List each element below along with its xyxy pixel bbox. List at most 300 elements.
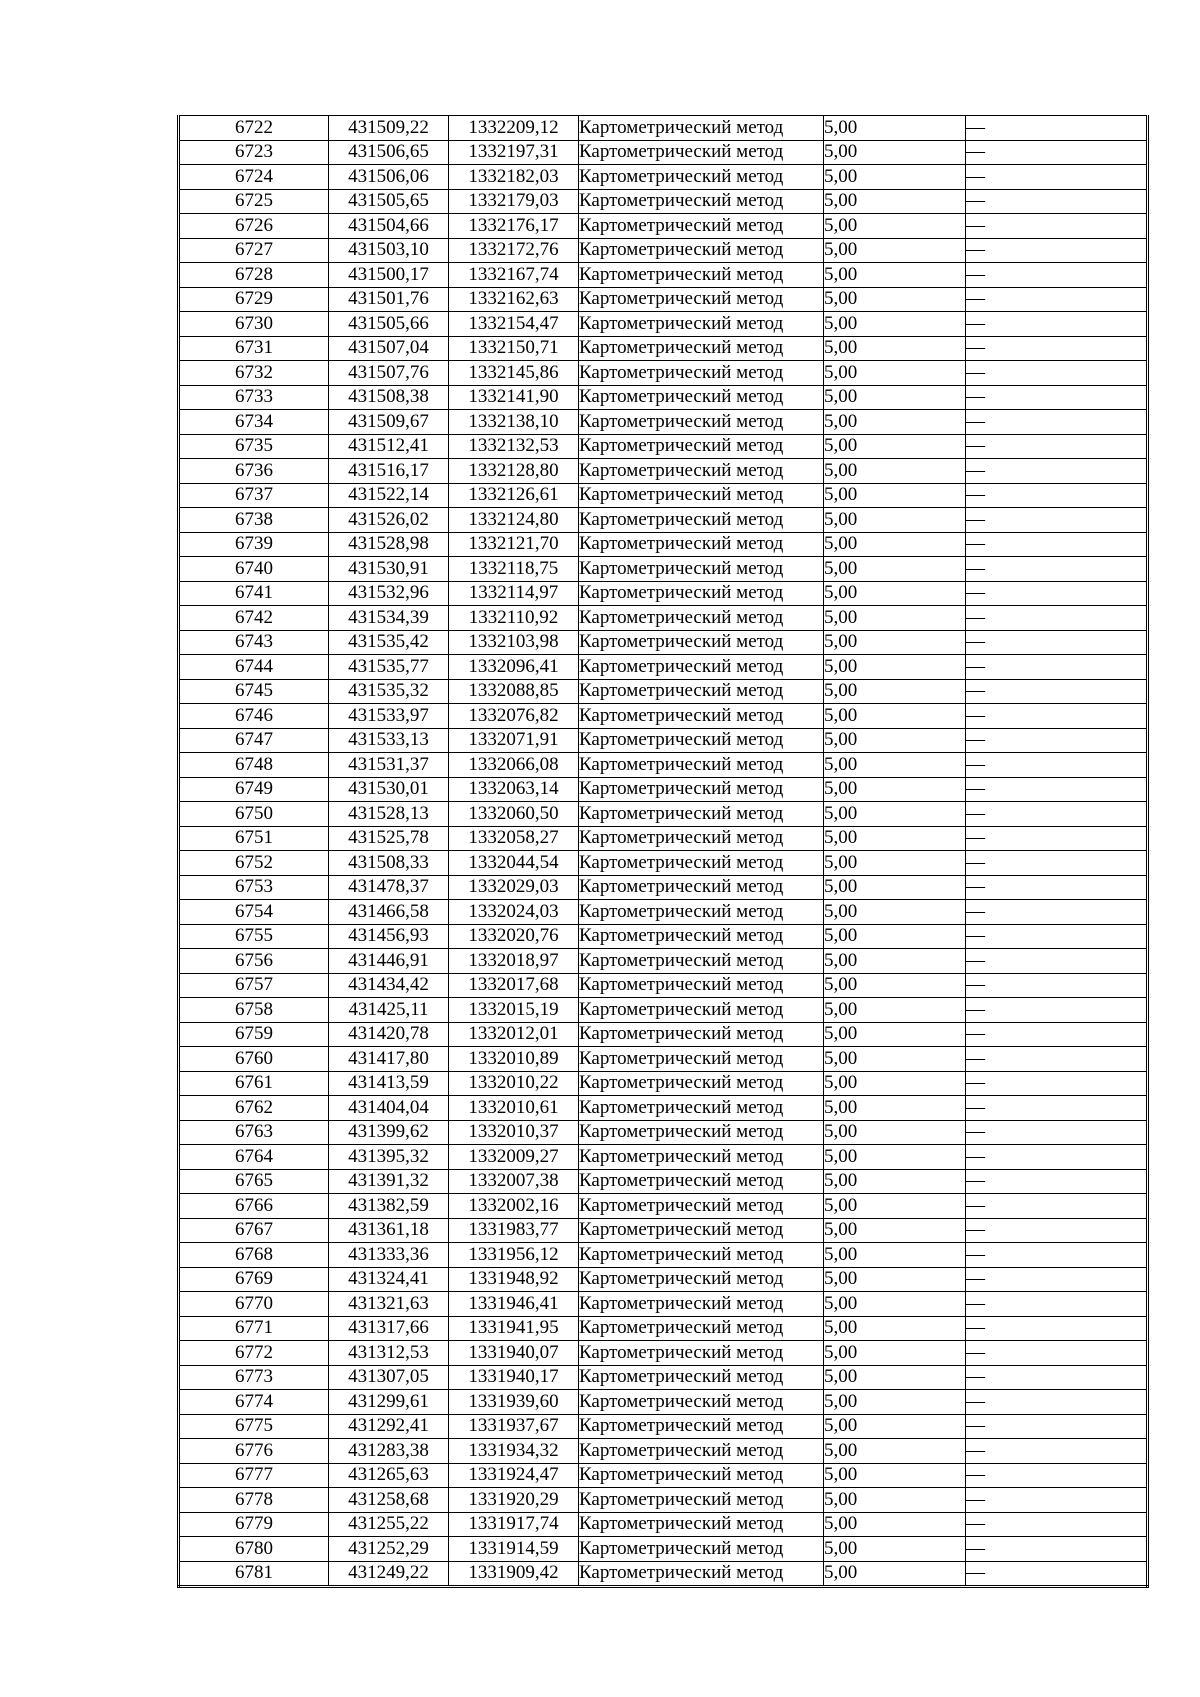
point-number-cell: 6764 [179, 1145, 329, 1170]
point-number-cell: 6740 [179, 557, 329, 582]
method-cell: Картометрический метод [579, 924, 824, 949]
y-coordinate-cell: 1332162,63 [449, 287, 579, 312]
accuracy-cell: 5,00 [824, 238, 966, 263]
y-coordinate-cell: 1332012,01 [449, 1022, 579, 1047]
x-coordinate-cell: 431258,68 [329, 1488, 449, 1513]
point-number-cell: 6737 [179, 483, 329, 508]
table-row [179, 1292, 1148, 1317]
method-cell: Картометрический метод [579, 704, 824, 729]
note-cell: — [966, 1512, 1148, 1537]
table-row [179, 459, 1148, 484]
note-cell: — [966, 361, 1148, 386]
y-coordinate-cell: 1332018,97 [449, 949, 579, 974]
x-coordinate-cell: 431317,66 [329, 1316, 449, 1341]
accuracy-cell: 5,00 [824, 1365, 966, 1390]
x-coordinate-cell: 431507,76 [329, 361, 449, 386]
x-coordinate-cell: 431522,14 [329, 483, 449, 508]
y-coordinate-cell: 1332024,03 [449, 900, 579, 925]
accuracy-cell: 5,00 [824, 728, 966, 753]
point-number-cell: 6725 [179, 189, 329, 214]
accuracy-cell: 5,00 [824, 1414, 966, 1439]
point-number-cell: 6750 [179, 802, 329, 827]
x-coordinate-cell: 431501,76 [329, 287, 449, 312]
point-number-cell: 6735 [179, 434, 329, 459]
y-coordinate-cell: 1332132,53 [449, 434, 579, 459]
x-coordinate-cell: 431478,37 [329, 875, 449, 900]
note-cell: — [966, 1120, 1148, 1145]
point-number-cell: 6744 [179, 655, 329, 680]
table-row [179, 949, 1148, 974]
method-cell: Картометрический метод [579, 581, 824, 606]
method-cell: Картометрический метод [579, 483, 824, 508]
y-coordinate-cell: 1331940,07 [449, 1341, 579, 1366]
accuracy-cell: 5,00 [824, 410, 966, 435]
table-row [179, 1341, 1148, 1366]
y-coordinate-cell: 1332044,54 [449, 851, 579, 876]
accuracy-cell: 5,00 [824, 581, 966, 606]
note-cell: — [966, 1243, 1148, 1268]
method-cell: Картометрический метод [579, 1537, 824, 1562]
y-coordinate-cell: 1331946,41 [449, 1292, 579, 1317]
y-coordinate-cell: 1332017,68 [449, 973, 579, 998]
y-coordinate-cell: 1332176,17 [449, 214, 579, 239]
table-row [179, 189, 1148, 214]
table-row [179, 998, 1148, 1023]
y-coordinate-cell: 1331948,92 [449, 1267, 579, 1292]
x-coordinate-cell: 431249,22 [329, 1561, 449, 1587]
point-number-cell: 6727 [179, 238, 329, 263]
method-cell: Картометрический метод [579, 1267, 824, 1292]
point-number-cell: 6766 [179, 1194, 329, 1219]
accuracy-cell: 5,00 [824, 973, 966, 998]
y-coordinate-cell: 1332009,27 [449, 1145, 579, 1170]
table-row [179, 214, 1148, 239]
point-number-cell: 6755 [179, 924, 329, 949]
table-row [179, 753, 1148, 778]
table-row [179, 1047, 1148, 1072]
accuracy-cell: 5,00 [824, 924, 966, 949]
x-coordinate-cell: 431507,04 [329, 336, 449, 361]
table-row [179, 385, 1148, 410]
accuracy-cell: 5,00 [824, 287, 966, 312]
y-coordinate-cell: 1331917,74 [449, 1512, 579, 1537]
table-row [179, 140, 1148, 165]
note-cell: — [966, 312, 1148, 337]
point-number-cell: 6768 [179, 1243, 329, 1268]
table-row [179, 802, 1148, 827]
accuracy-cell: 5,00 [824, 1537, 966, 1562]
point-number-cell: 6773 [179, 1365, 329, 1390]
note-cell: — [966, 1488, 1148, 1513]
x-coordinate-cell: 431505,66 [329, 312, 449, 337]
y-coordinate-cell: 1331909,42 [449, 1561, 579, 1587]
accuracy-cell: 5,00 [824, 949, 966, 974]
point-number-cell: 6724 [179, 165, 329, 190]
note-cell: — [966, 410, 1148, 435]
y-coordinate-cell: 1332128,80 [449, 459, 579, 484]
accuracy-cell: 5,00 [824, 1390, 966, 1415]
method-cell: Картометрический метод [579, 1439, 824, 1464]
table-row [179, 704, 1148, 729]
y-coordinate-cell: 1332138,10 [449, 410, 579, 435]
point-number-cell: 6749 [179, 777, 329, 802]
method-cell: Картометрический метод [579, 508, 824, 533]
y-coordinate-cell: 1331934,32 [449, 1439, 579, 1464]
note-cell: — [966, 1145, 1148, 1170]
note-cell: — [966, 508, 1148, 533]
table-row [179, 1365, 1148, 1390]
point-number-cell: 6734 [179, 410, 329, 435]
y-coordinate-cell: 1332010,37 [449, 1120, 579, 1145]
x-coordinate-cell: 431534,39 [329, 606, 449, 631]
accuracy-cell: 5,00 [824, 1488, 966, 1513]
table-row [179, 1169, 1148, 1194]
point-number-cell: 6738 [179, 508, 329, 533]
table-row [179, 532, 1148, 557]
note-cell: — [966, 483, 1148, 508]
note-cell: — [966, 900, 1148, 925]
y-coordinate-cell: 1332197,31 [449, 140, 579, 165]
method-cell: Картометрический метод [579, 1071, 824, 1096]
accuracy-cell: 5,00 [824, 459, 966, 484]
note-cell: — [966, 875, 1148, 900]
y-coordinate-cell: 1331914,59 [449, 1537, 579, 1562]
method-cell: Картометрический метод [579, 1047, 824, 1072]
point-number-cell: 6763 [179, 1120, 329, 1145]
table-row [179, 826, 1148, 851]
method-cell: Картометрический метод [579, 1463, 824, 1488]
accuracy-cell: 5,00 [824, 998, 966, 1023]
point-number-cell: 6733 [179, 385, 329, 410]
accuracy-cell: 5,00 [824, 851, 966, 876]
x-coordinate-cell: 431425,11 [329, 998, 449, 1023]
method-cell: Картометрический метод [579, 1414, 824, 1439]
x-coordinate-cell: 431531,37 [329, 753, 449, 778]
method-cell: Картометрический метод [579, 1145, 824, 1170]
accuracy-cell: 5,00 [824, 1512, 966, 1537]
table-row [179, 434, 1148, 459]
x-coordinate-cell: 431252,29 [329, 1537, 449, 1562]
accuracy-cell: 5,00 [824, 1194, 966, 1219]
accuracy-cell: 5,00 [824, 434, 966, 459]
y-coordinate-cell: 1331939,60 [449, 1390, 579, 1415]
accuracy-cell: 5,00 [824, 336, 966, 361]
x-coordinate-cell: 431312,53 [329, 1341, 449, 1366]
accuracy-cell: 5,00 [824, 1022, 966, 1047]
x-coordinate-cell: 431292,41 [329, 1414, 449, 1439]
method-cell: Картометрический метод [579, 606, 824, 631]
note-cell: — [966, 434, 1148, 459]
accuracy-cell: 5,00 [824, 704, 966, 729]
accuracy-cell: 5,00 [824, 116, 966, 141]
table-row [179, 1145, 1148, 1170]
method-cell: Картометрический метод [579, 973, 824, 998]
table-row [179, 1267, 1148, 1292]
note-cell: — [966, 1194, 1148, 1219]
accuracy-cell: 5,00 [824, 1292, 966, 1317]
point-number-cell: 6726 [179, 214, 329, 239]
note-cell: — [966, 606, 1148, 631]
table-row [179, 312, 1148, 337]
method-cell: Картометрический метод [579, 900, 824, 925]
method-cell: Картометрический метод [579, 1218, 824, 1243]
y-coordinate-cell: 1332150,71 [449, 336, 579, 361]
point-number-cell: 6723 [179, 140, 329, 165]
table-row [179, 1243, 1148, 1268]
accuracy-cell: 5,00 [824, 1145, 966, 1170]
point-number-cell: 6759 [179, 1022, 329, 1047]
x-coordinate-cell: 431456,93 [329, 924, 449, 949]
note-cell: — [966, 1267, 1148, 1292]
y-coordinate-cell: 1332007,38 [449, 1169, 579, 1194]
note-cell: — [966, 1047, 1148, 1072]
table-row [179, 1439, 1148, 1464]
note-cell: — [966, 189, 1148, 214]
table-row [179, 728, 1148, 753]
accuracy-cell: 5,00 [824, 532, 966, 557]
x-coordinate-cell: 431361,18 [329, 1218, 449, 1243]
point-number-cell: 6778 [179, 1488, 329, 1513]
accuracy-cell: 5,00 [824, 312, 966, 337]
method-cell: Картометрический метод [579, 1194, 824, 1219]
point-number-cell: 6760 [179, 1047, 329, 1072]
x-coordinate-cell: 431299,61 [329, 1390, 449, 1415]
y-coordinate-cell: 1332058,27 [449, 826, 579, 851]
x-coordinate-cell: 431466,58 [329, 900, 449, 925]
table-row [179, 1561, 1148, 1587]
note-cell: — [966, 826, 1148, 851]
point-number-cell: 6769 [179, 1267, 329, 1292]
table-row [179, 1071, 1148, 1096]
note-cell: — [966, 238, 1148, 263]
accuracy-cell: 5,00 [824, 385, 966, 410]
table-row [179, 263, 1148, 288]
point-number-cell: 6746 [179, 704, 329, 729]
note-cell: — [966, 728, 1148, 753]
y-coordinate-cell: 1331920,29 [449, 1488, 579, 1513]
y-coordinate-cell: 1332010,61 [449, 1096, 579, 1121]
y-coordinate-cell: 1332182,03 [449, 165, 579, 190]
table-row [179, 1096, 1148, 1121]
table-row [179, 1488, 1148, 1513]
note-cell: — [966, 1071, 1148, 1096]
accuracy-cell: 5,00 [824, 1120, 966, 1145]
note-cell: — [966, 263, 1148, 288]
note-cell: — [966, 336, 1148, 361]
x-coordinate-cell: 431500,17 [329, 263, 449, 288]
table-row [179, 1390, 1148, 1415]
note-cell: — [966, 753, 1148, 778]
x-coordinate-cell: 431391,32 [329, 1169, 449, 1194]
note-cell: — [966, 557, 1148, 582]
y-coordinate-cell: 1332063,14 [449, 777, 579, 802]
y-coordinate-cell: 1332010,22 [449, 1071, 579, 1096]
note-cell: — [966, 1022, 1148, 1047]
y-coordinate-cell: 1332167,74 [449, 263, 579, 288]
x-coordinate-cell: 431307,05 [329, 1365, 449, 1390]
note-cell: — [966, 924, 1148, 949]
accuracy-cell: 5,00 [824, 900, 966, 925]
x-coordinate-cell: 431532,96 [329, 581, 449, 606]
x-coordinate-cell: 431516,17 [329, 459, 449, 484]
note-cell: — [966, 973, 1148, 998]
method-cell: Картометрический метод [579, 826, 824, 851]
point-number-cell: 6780 [179, 1537, 329, 1562]
note-cell: — [966, 385, 1148, 410]
x-coordinate-cell: 431509,22 [329, 116, 449, 141]
table-row [179, 483, 1148, 508]
accuracy-cell: 5,00 [824, 140, 966, 165]
y-coordinate-cell: 1332071,91 [449, 728, 579, 753]
y-coordinate-cell: 1331983,77 [449, 1218, 579, 1243]
table-row [179, 900, 1148, 925]
note-cell: — [966, 1414, 1148, 1439]
point-number-cell: 6781 [179, 1561, 329, 1587]
note-cell: — [966, 1169, 1148, 1194]
x-coordinate-cell: 431530,91 [329, 557, 449, 582]
x-coordinate-cell: 431504,66 [329, 214, 449, 239]
table-row [179, 777, 1148, 802]
method-cell: Картометрический метод [579, 214, 824, 239]
point-number-cell: 6742 [179, 606, 329, 631]
point-number-cell: 6775 [179, 1414, 329, 1439]
note-cell: — [966, 998, 1148, 1023]
point-number-cell: 6776 [179, 1439, 329, 1464]
point-number-cell: 6731 [179, 336, 329, 361]
method-cell: Картометрический метод [579, 1512, 824, 1537]
table-body [179, 116, 1148, 1587]
y-coordinate-cell: 1331956,12 [449, 1243, 579, 1268]
point-number-cell: 6758 [179, 998, 329, 1023]
accuracy-cell: 5,00 [824, 1169, 966, 1194]
y-coordinate-cell: 1332118,75 [449, 557, 579, 582]
note-cell: — [966, 1316, 1148, 1341]
y-coordinate-cell: 1332066,08 [449, 753, 579, 778]
method-cell: Картометрический метод [579, 1243, 824, 1268]
table-row [179, 1022, 1148, 1047]
x-coordinate-cell: 431413,59 [329, 1071, 449, 1096]
table-row [179, 630, 1148, 655]
x-coordinate-cell: 431321,63 [329, 1292, 449, 1317]
note-cell: — [966, 1096, 1148, 1121]
note-cell: — [966, 630, 1148, 655]
point-number-cell: 6747 [179, 728, 329, 753]
method-cell: Картометрический метод [579, 1022, 824, 1047]
y-coordinate-cell: 1332172,76 [449, 238, 579, 263]
table-row [179, 1120, 1148, 1145]
y-coordinate-cell: 1331941,95 [449, 1316, 579, 1341]
note-cell: — [966, 581, 1148, 606]
x-coordinate-cell: 431417,80 [329, 1047, 449, 1072]
x-coordinate-cell: 431505,65 [329, 189, 449, 214]
method-cell: Картометрический метод [579, 777, 824, 802]
accuracy-cell: 5,00 [824, 679, 966, 704]
accuracy-cell: 5,00 [824, 483, 966, 508]
accuracy-cell: 5,00 [824, 1243, 966, 1268]
method-cell: Картометрический метод [579, 1365, 824, 1390]
accuracy-cell: 5,00 [824, 1463, 966, 1488]
x-coordinate-cell: 431526,02 [329, 508, 449, 533]
accuracy-cell: 5,00 [824, 606, 966, 631]
note-cell: — [966, 949, 1148, 974]
y-coordinate-cell: 1332121,70 [449, 532, 579, 557]
x-coordinate-cell: 431324,41 [329, 1267, 449, 1292]
note-cell: — [966, 140, 1148, 165]
x-coordinate-cell: 431533,97 [329, 704, 449, 729]
point-number-cell: 6765 [179, 1169, 329, 1194]
note-cell: — [966, 802, 1148, 827]
x-coordinate-cell: 431535,77 [329, 655, 449, 680]
x-coordinate-cell: 431446,91 [329, 949, 449, 974]
point-number-cell: 6752 [179, 851, 329, 876]
method-cell: Картометрический метод [579, 238, 824, 263]
method-cell: Картометрический метод [579, 1096, 824, 1121]
method-cell: Картометрический метод [579, 630, 824, 655]
table-row [179, 1537, 1148, 1562]
method-cell: Картометрический метод [579, 875, 824, 900]
note-cell: — [966, 1390, 1148, 1415]
point-number-cell: 6767 [179, 1218, 329, 1243]
method-cell: Картометрический метод [579, 385, 824, 410]
point-number-cell: 6772 [179, 1341, 329, 1366]
x-coordinate-cell: 431506,06 [329, 165, 449, 190]
table-row [179, 875, 1148, 900]
accuracy-cell: 5,00 [824, 1439, 966, 1464]
x-coordinate-cell: 431528,98 [329, 532, 449, 557]
accuracy-cell: 5,00 [824, 1316, 966, 1341]
method-cell: Картометрический метод [579, 1120, 824, 1145]
accuracy-cell: 5,00 [824, 557, 966, 582]
point-number-cell: 6736 [179, 459, 329, 484]
note-cell: — [966, 532, 1148, 557]
note-cell: — [966, 1439, 1148, 1464]
accuracy-cell: 5,00 [824, 630, 966, 655]
accuracy-cell: 5,00 [824, 826, 966, 851]
accuracy-cell: 5,00 [824, 655, 966, 680]
method-cell: Картометрический метод [579, 1390, 824, 1415]
point-number-cell: 6770 [179, 1292, 329, 1317]
y-coordinate-cell: 1332141,90 [449, 385, 579, 410]
x-coordinate-cell: 431509,67 [329, 410, 449, 435]
method-cell: Картометрический метод [579, 851, 824, 876]
y-coordinate-cell: 1332076,82 [449, 704, 579, 729]
x-coordinate-cell: 431255,22 [329, 1512, 449, 1537]
note-cell: — [966, 679, 1148, 704]
table-row [179, 1414, 1148, 1439]
note-cell: — [966, 287, 1148, 312]
x-coordinate-cell: 431530,01 [329, 777, 449, 802]
table-row [179, 238, 1148, 263]
method-cell: Картометрический метод [579, 557, 824, 582]
point-number-cell: 6743 [179, 630, 329, 655]
y-coordinate-cell: 1332124,80 [449, 508, 579, 533]
y-coordinate-cell: 1332088,85 [449, 679, 579, 704]
y-coordinate-cell: 1332103,98 [449, 630, 579, 655]
point-number-cell: 6751 [179, 826, 329, 851]
table-row [179, 410, 1148, 435]
x-coordinate-cell: 431528,13 [329, 802, 449, 827]
x-coordinate-cell: 431420,78 [329, 1022, 449, 1047]
note-cell: — [966, 1341, 1148, 1366]
table-row [179, 973, 1148, 998]
note-cell: — [966, 704, 1148, 729]
method-cell: Картометрический метод [579, 753, 824, 778]
x-coordinate-cell: 431503,10 [329, 238, 449, 263]
table-row [179, 287, 1148, 312]
point-number-cell: 6732 [179, 361, 329, 386]
method-cell: Картометрический метод [579, 1169, 824, 1194]
method-cell: Картометрический метод [579, 434, 824, 459]
